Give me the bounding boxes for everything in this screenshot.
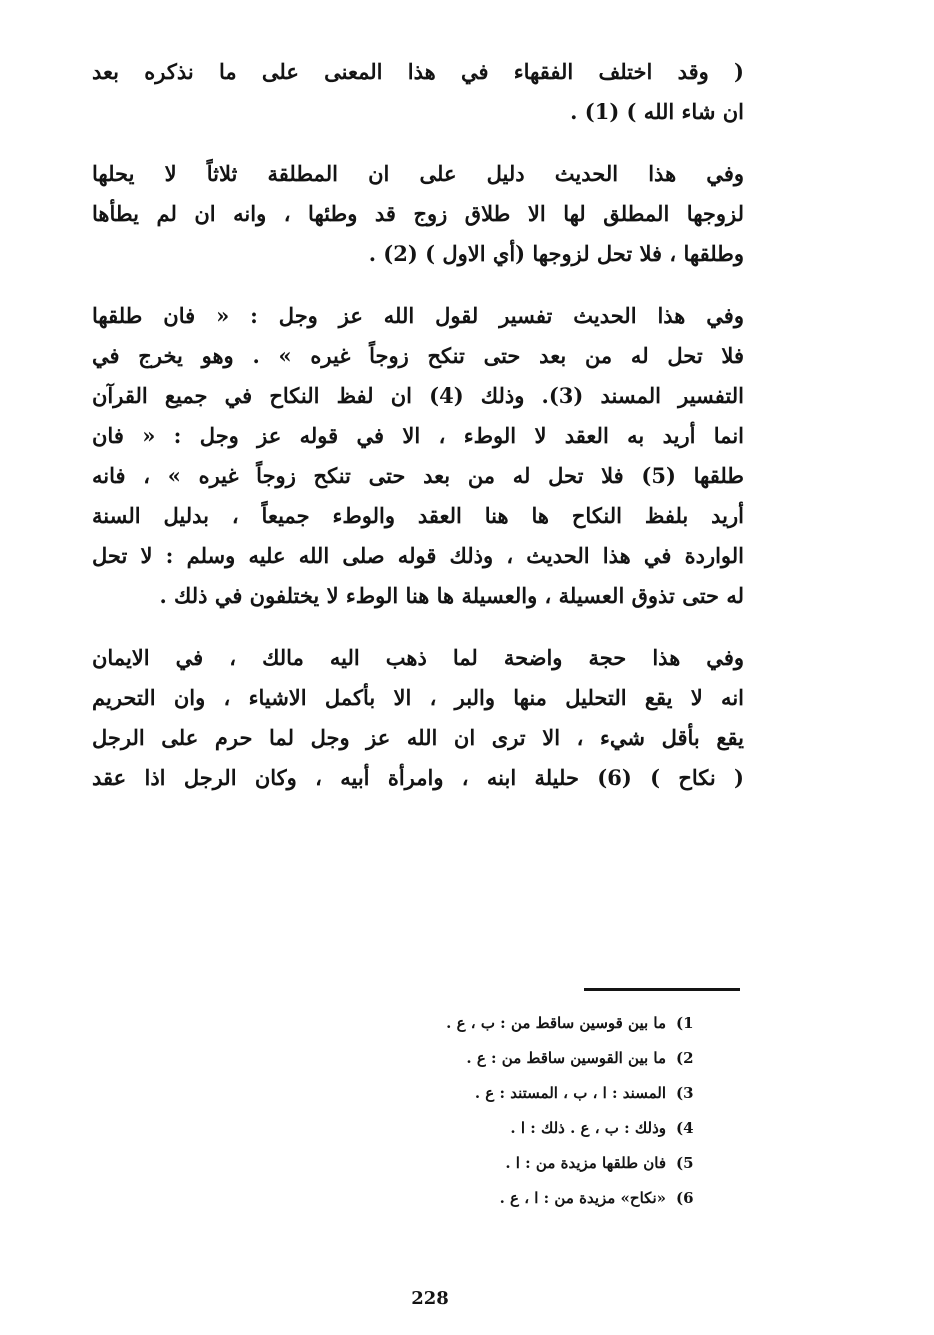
footnote-item (340, 1146, 700, 1181)
text-line: وفي هذا الحديث تفسير لقول الله عز وجل : « فان طلقها (92, 303, 744, 328)
footnote-number: 1) (676, 1014, 694, 1032)
footnote-separator (584, 988, 740, 991)
main-text (92, 52, 744, 820)
footnote-text: وذلك : ب ، ع . ذلك : ا . (510, 1119, 666, 1137)
paragraph-2 (92, 154, 744, 274)
footnote-item (340, 1041, 700, 1076)
footnote-text: ما بين القوسين ساقط من : ع . (466, 1049, 666, 1067)
text-line: ( وقد اختلف الفقهاء في هذا المعنى على ما نذكره بعد (92, 59, 744, 84)
paragraph-3 (92, 296, 744, 616)
text-line: ان شاء الله ) (1) . (570, 99, 744, 124)
footnote-text: ما بين قوسين ساقط من : ب ، ع . (446, 1014, 666, 1032)
footnote-text: المسند : ا ، ب ، المستند : ع . (474, 1084, 666, 1102)
footnote-number: 6) (676, 1189, 694, 1207)
text-line: وطلقها ، فلا تحل لزوجها (أي الاول ) (2) . (368, 241, 744, 266)
text-line: طلقها (5) فلا تحل له من بعد حتى تنكح زوجاً غيره » ، فانه (92, 463, 744, 488)
text-line: أريد بلفظ النكاح ها هنا العقد والوطء جميعاً ، بدليل السنة (92, 503, 744, 528)
footnote-number: 3) (676, 1084, 694, 1102)
text-line: التفسير المسند (3). وذلك (4) ان لفظ النكاح في جميع القرآن (92, 383, 744, 408)
text-line: ( نكاح ) (6) حليلة ابنه ، وامرأة أبيه ، وكان الرجل اذا عقد (92, 765, 744, 790)
page-number: 228 (411, 1288, 449, 1309)
footnotes (340, 1006, 700, 1216)
footnote-number: 2) (676, 1049, 694, 1067)
text-line: انه لا يقع التحليل منها والبر ، الا بأكمل الاشياء ، وان التحريم (92, 685, 744, 710)
paragraph-4 (92, 638, 744, 798)
text-line: وفي هذا الحديث دليل على ان المطلقة ثلاثاً لا يحلها (92, 161, 744, 186)
footnote-item (340, 1181, 700, 1216)
footnote-item (340, 1006, 700, 1041)
footnote-text: فان طلقها مزيدة من : ا . (505, 1154, 666, 1172)
text-line: فلا تحل له من بعد حتى تنكح زوجاً غيره » . وهو يخرج في (92, 343, 744, 368)
text-line: وفي هذا حجة واضحة لما ذهب اليه مالك ، في الايمان (92, 645, 744, 670)
text-line: لزوجها المطلق لها الا طلاق زوج قد وطئها ، وانه ان لم يطأها (92, 201, 744, 226)
footnote-number: 4) (676, 1119, 694, 1137)
text-line: الواردة في هذا الحديث ، وذلك قوله صلى الله عليه وسلم : لا تحل (92, 543, 744, 568)
text-line: له حتى تذوق العسيلة ، والعسيلة ها هنا الوطء لا يختلفون في ذلك . (159, 583, 744, 608)
footnote-text: «نكاح» مزيدة من : ا ، ع . (499, 1189, 666, 1207)
paragraph-1 (92, 52, 744, 132)
footnote-item (340, 1111, 700, 1146)
text-line: يقع بأقل شيء ، الا ترى ان الله عز وجل لما حرم على الرجل (92, 725, 744, 750)
footnote-number: 5) (676, 1154, 694, 1172)
footnote-item (340, 1076, 700, 1111)
text-line: انما أريد به العقد لا الوطء ، الا في قوله عز وجل : « فان (92, 423, 744, 448)
